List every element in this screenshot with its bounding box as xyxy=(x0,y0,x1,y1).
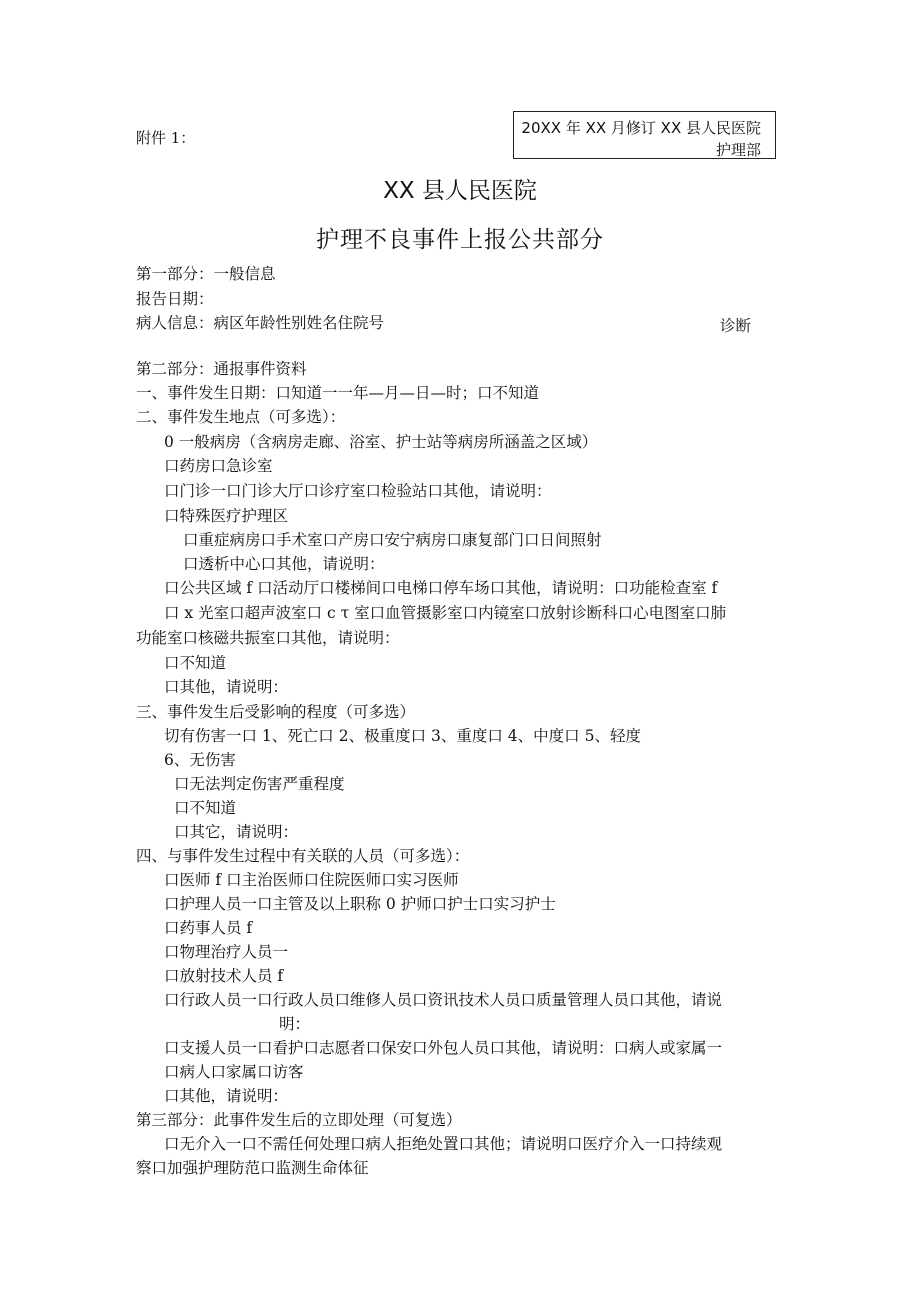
personnel-radiology: 口放射技术人员 f xyxy=(164,967,284,985)
location-pharmacy: 口药房口急诊室 xyxy=(164,457,273,475)
handling-options-cont: 察口加强护理防范口监测生命体征 xyxy=(136,1159,369,1177)
personnel-physician: 口医师 f 口主治医师口住院医师口实习医师 xyxy=(164,871,459,889)
event-location-heading: 二、事件发生地点（可多选）： xyxy=(136,408,346,426)
location-outpatient: 口门诊一口门诊大厅口诊疗室口检验站口其他，请说明： xyxy=(164,482,552,500)
personnel-patient-family: 口病人口家属口访客 xyxy=(164,1063,304,1081)
impact-levels: 切有伤害一口 1、死亡口 2、极重度口 3、重度口 4、中度口 5、轻度 xyxy=(164,727,641,745)
impact-undetermined: 口无法判定伤害严重程度 xyxy=(174,775,345,793)
section-3-heading: 第三部分：此事件发生后的立即处理（可复选） xyxy=(136,1111,462,1129)
location-dialysis: 口透析中心口其他，请说明： xyxy=(183,555,385,573)
report-date-line: 报告日期： xyxy=(136,290,214,308)
personnel-nursing: 口护理人员一口主管及以上职称 0 护师口护士口实习护士 xyxy=(164,895,556,913)
section-2-heading: 第二部分：通报事件资料 xyxy=(136,360,307,378)
location-general-ward: 0 一般病房（含病房走廊、浴室、护士站等病房所涵盖之区域） xyxy=(164,433,598,451)
personnel-other: 口其他，请说明： xyxy=(164,1087,289,1105)
attachment-label: 附件 1： xyxy=(136,129,196,147)
location-unknown: 口不知道 xyxy=(164,654,227,672)
location-special-care-list: 口重症病房口手术室口产房口安宁病房口康复部门口日间照射 xyxy=(183,531,602,549)
location-other: 口其他，请说明： xyxy=(164,678,289,696)
diagnosis-label: 诊断 xyxy=(720,317,752,335)
revision-line-1: 20XX 年 XX 月修订 XX 县人民医院 xyxy=(521,119,761,137)
impact-other: 口其它，请说明： xyxy=(174,823,299,841)
impact-heading: 三、事件发生后受影响的程度（可多选） xyxy=(136,703,416,721)
location-imaging-cont: 功能室口核磁共振室口其他，请说明： xyxy=(136,629,400,647)
patient-info-line: 病人信息：病区年龄性别姓名住院号 xyxy=(136,314,385,332)
personnel-admin-cont: 明： xyxy=(279,1015,311,1033)
hospital-title: XX 县人民医院 xyxy=(383,178,537,204)
impact-unknown: 口不知道 xyxy=(174,799,237,817)
location-special-care: 口特殊医疗护理区 xyxy=(164,507,289,525)
location-imaging: 口 x 光室口超声波室口 c τ 室口血管摄影室口内镜室口放射诊断科口心电图室口肺 xyxy=(164,604,727,622)
revision-line-2: 护理部 xyxy=(715,141,761,159)
form-title: 护理不良事件上报公共部分 xyxy=(316,227,604,253)
personnel-support: 口支援人员一口看护口志愿者口保安口外包人员口其他，请说明：口病人或家属一 xyxy=(164,1039,723,1057)
section-1-heading: 第一部分：一般信息 xyxy=(136,265,276,283)
location-public-area: 口公共区域 f 口活动厅口楼梯间口电梯口停车场口其他，请说明：口功能检查室 f xyxy=(164,579,718,597)
personnel-heading: 四、与事件发生过程中有关联的人员（可多选）： xyxy=(136,847,470,865)
personnel-pharmacy: 口药事人员 f xyxy=(164,919,253,937)
event-date-line: 一、事件发生日期：口知道一一年—月—日—时；口不知道 xyxy=(136,384,540,402)
handling-options: 口无介入一口不需任何处理口病人拒绝处置口其他；请说明口医疗介入一口持续观 xyxy=(164,1135,723,1153)
revision-box xyxy=(513,111,776,159)
personnel-physio: 口物理治疗人员一 xyxy=(164,943,289,961)
personnel-admin: 口行政人员一口行政人员口维修人员口资讯技术人员口质量管理人员口其他，请说 xyxy=(164,991,723,1009)
impact-no-harm: 6、无伤害 xyxy=(164,751,236,769)
